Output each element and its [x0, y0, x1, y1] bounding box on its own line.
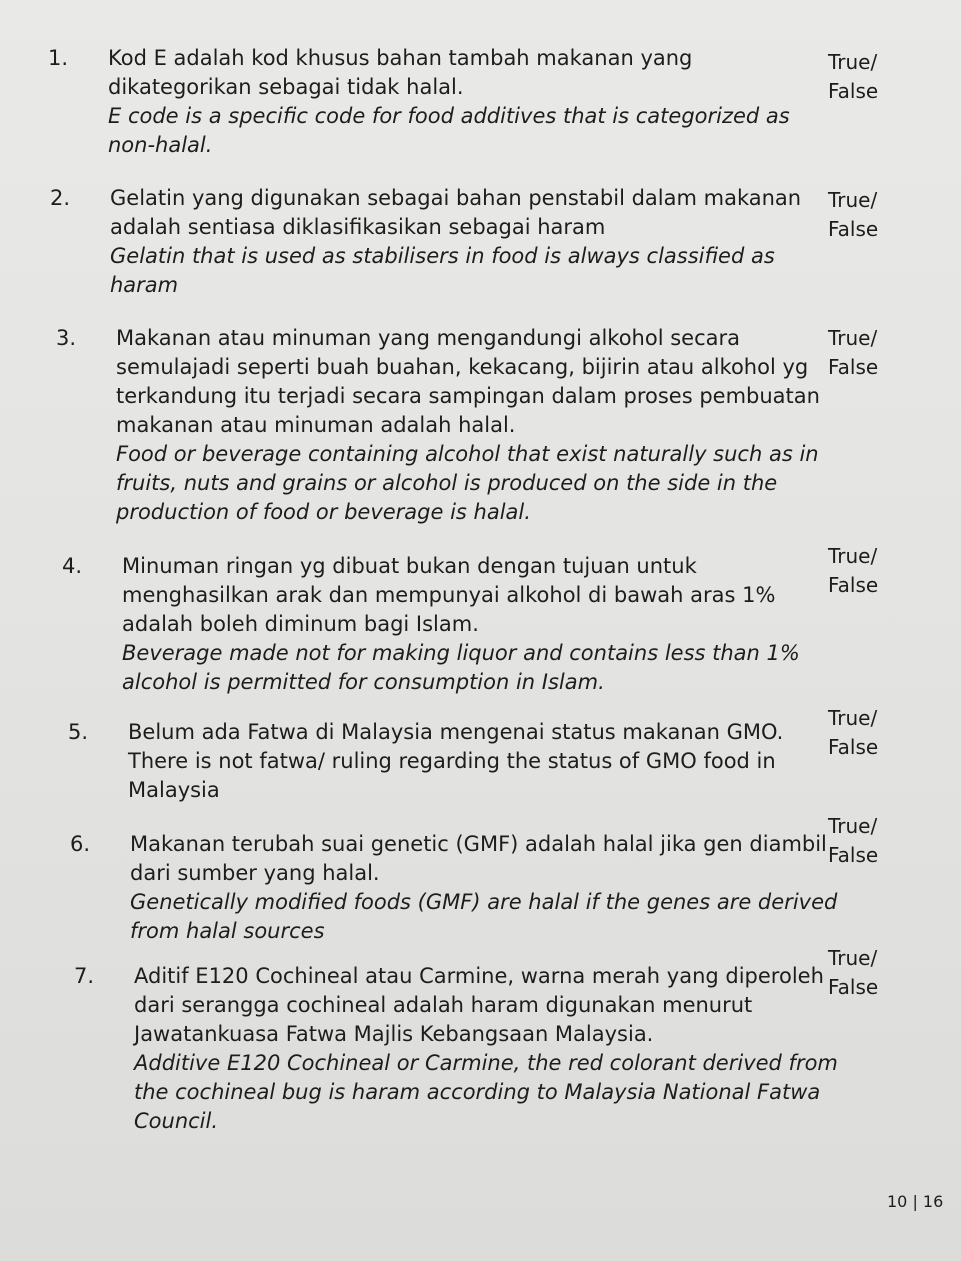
question-text: [130, 830, 838, 946]
true-false-options-2: [828, 186, 878, 244]
option-true: True/: [828, 706, 878, 730]
true-false-options-1: [828, 48, 878, 106]
question-text: [122, 552, 812, 697]
english-line: from halal sources: [130, 919, 325, 943]
english-line: haram: [110, 273, 179, 297]
true-false-options-7: [828, 944, 878, 1002]
english-line: the cochineal bug is haram according to Malaysia National Fatwa: [134, 1080, 821, 1104]
option-false: False: [828, 975, 879, 999]
question-number: 7.: [74, 964, 95, 988]
option-false: False: [828, 573, 879, 597]
option-true: True/: [828, 814, 878, 838]
english-line: alcohol is permitted for consumption in Islam.: [122, 670, 605, 694]
malay-line: Jawatankuasa Fatwa Majlis Kebangsaan Malaysia.: [134, 1022, 654, 1046]
option-true: True/: [828, 946, 878, 970]
question-number: 4.: [62, 554, 83, 578]
option-false: False: [828, 355, 879, 379]
question-text: [116, 324, 820, 527]
english-line: Genetically modified foods (GMF) are halal if the genes are derived: [130, 890, 838, 914]
english-line: Additive E120 Cochineal or Carmine, the red colorant derived from: [134, 1051, 838, 1075]
english-line: Gelatin that is used as stabilisers in food is always classified as: [110, 244, 775, 268]
option-true: True/: [828, 50, 878, 74]
malay-line: menghasilkan arak dan mempunyai alkohol di bawah aras 1%: [122, 583, 776, 607]
malay-line: Gelatin yang digunakan sebagai bahan penstabil dalam makanan: [110, 186, 802, 210]
malay-line: There is not fatwa/ ruling regarding the status of GMO food in: [128, 749, 776, 773]
english-line: Council.: [134, 1109, 219, 1133]
true-false-options-6: [828, 812, 878, 870]
malay-line: Makanan terubah suai genetic (GMF) adalah halal jika gen diambil: [130, 832, 827, 856]
english-line: production of food or beverage is halal.: [116, 500, 531, 524]
question-text: [128, 718, 818, 805]
malay-line: Malaysia: [128, 778, 220, 802]
question-number: 2.: [50, 186, 71, 210]
question-text: [110, 184, 800, 300]
option-true: True/: [828, 188, 878, 212]
malay-line: Minuman ringan yg dibuat bukan dengan tujuan untuk: [122, 554, 697, 578]
option-false: False: [828, 735, 879, 759]
page-number: 10 | 16: [887, 1192, 944, 1211]
question-text: [108, 44, 798, 160]
true-false-options-5: [828, 704, 878, 762]
malay-line: Belum ada Fatwa di Malaysia mengenai status makanan GMO.: [128, 720, 784, 744]
question-number: 5.: [68, 720, 89, 744]
true-false-options-3: [828, 324, 878, 382]
english-line: Food or beverage containing alcohol that exist naturally such as in: [116, 442, 819, 466]
option-false: False: [828, 217, 879, 241]
malay-line: semulajadi seperti buah buahan, kekacang, bijirin atau alkohol yg: [116, 355, 809, 379]
malay-line: adalah boleh diminum bagi Islam.: [122, 612, 479, 636]
option-false: False: [828, 843, 879, 867]
english-line: E code is a specific code for food additives that is categorized as: [108, 104, 790, 128]
question-number: 6.: [70, 832, 91, 856]
malay-line: Makanan atau minuman yang mengandungi alkohol secara: [116, 326, 740, 350]
question-number: 1.: [48, 46, 69, 70]
malay-line: dari serangga cochineal adalah haram digunakan menurut: [134, 993, 753, 1017]
option-true: True/: [828, 326, 878, 350]
true-false-options-4: [828, 542, 878, 600]
malay-line: dikategorikan sebagai tidak halal.: [108, 75, 464, 99]
malay-line: terkandung itu terjadi secara sampingan dalam proses pembuatan: [116, 384, 820, 408]
option-true: True/: [828, 544, 878, 568]
english-line: non-halal.: [108, 133, 213, 157]
malay-line: makanan atau minuman adalah halal.: [116, 413, 516, 437]
english-line: fruits, nuts and grains or alcohol is produced on the side in the: [116, 471, 778, 495]
malay-line: adalah sentiasa diklasifikasikan sebagai haram: [110, 215, 606, 239]
malay-line: Aditif E120 Cochineal atau Carmine, warna merah yang diperoleh: [134, 964, 824, 988]
malay-line: dari sumber yang halal.: [130, 861, 380, 885]
question-number: 3.: [56, 326, 77, 350]
question-text: [134, 962, 838, 1136]
option-false: False: [828, 79, 879, 103]
english-line: Beverage made not for making liquor and contains less than 1%: [122, 641, 800, 665]
malay-line: Kod E adalah kod khusus bahan tambah makanan yang: [108, 46, 693, 70]
